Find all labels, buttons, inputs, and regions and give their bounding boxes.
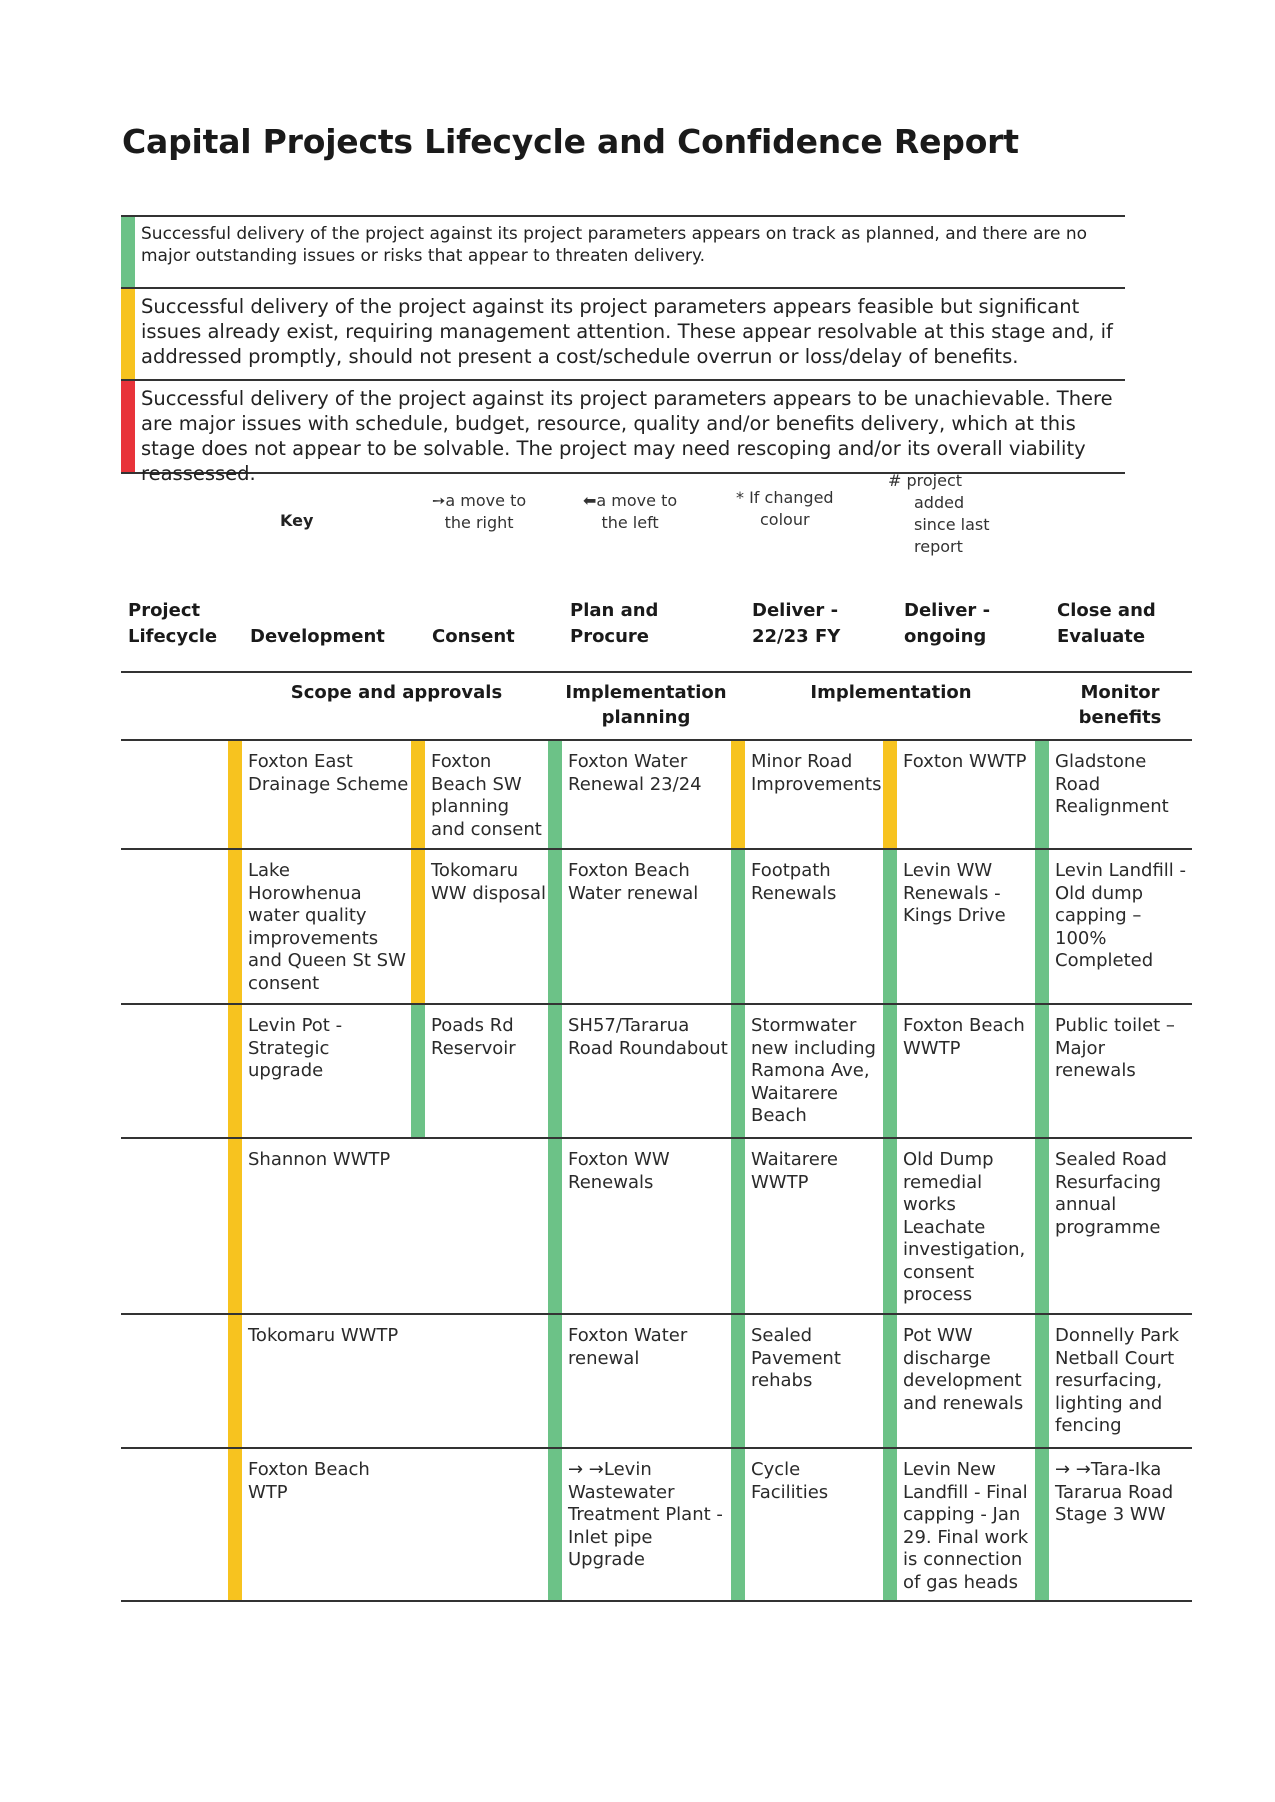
project-cell-deliver-ongoing: [883, 1139, 1035, 1313]
status-indicator: [731, 1449, 745, 1600]
project-cell-development: [228, 850, 411, 1003]
page-title: Capital Projects Lifecycle and Confidence Report: [122, 122, 1019, 161]
project-name: → →Levin Wastewater Treatment Plant - Inlet pipe Upgrade: [568, 1459, 723, 1570]
project-name: Pot WW discharge development and renewals: [903, 1325, 1024, 1414]
status-indicator: [228, 1315, 242, 1447]
key-added-line4: report: [914, 537, 963, 557]
key-added-line2: added: [914, 493, 965, 513]
key-project-added: [888, 470, 990, 558]
status-indicator: [1035, 850, 1049, 1003]
key-added-line3: since last: [914, 515, 990, 535]
project-name: Foxton WW Renewals: [568, 1149, 670, 1193]
project-name: Sealed Road Resurfacing annual programme: [1055, 1149, 1167, 1238]
header-plan-line2: Procure: [570, 626, 650, 648]
project-cell-close-and-evaluate: [1035, 1139, 1192, 1313]
table-row: [121, 1449, 1192, 1602]
project-name: Sealed Pavement rehabs: [751, 1325, 841, 1391]
project-cell-close-and-evaluate: [1035, 850, 1192, 1003]
status-indicator: [883, 1139, 897, 1313]
project-cell-consent: [411, 741, 548, 848]
header-close-and-evaluate: [1057, 598, 1156, 650]
project-name: Minor Road Improvements: [751, 751, 882, 795]
legend-text-amber: Successful delivery of the project against its project parameters appears feasible but significant issues already exist, requiring management attention. These appear resolvable at this stage and, if addressed promptly, should not present a cost/schedule overrun or loss/delay of benefits.: [141, 295, 1113, 368]
project-cell-deliver-fy: [731, 1449, 883, 1600]
header-deliver-fy: [752, 598, 840, 650]
status-indicator: [883, 850, 897, 1003]
header-deliver-ongoing: [904, 598, 990, 650]
key-move-right: [432, 490, 526, 535]
project-cell-development: [228, 741, 411, 848]
project-name: Foxton East Drainage Scheme: [248, 751, 409, 795]
project-name: Shannon WWTP: [248, 1149, 391, 1170]
header-consent: Consent: [432, 626, 515, 647]
key-changed-line1: * If changed: [736, 488, 834, 507]
subheader-monitor-line1: Monitor: [1080, 682, 1160, 703]
key-move-left-line1: ⬅a move to: [583, 491, 678, 510]
project-cell-deliver-fy: [731, 1315, 883, 1447]
project-name: Foxton WWTP: [903, 751, 1027, 772]
header-development: Development: [250, 626, 385, 647]
project-name: Tokomaru WWTP: [248, 1325, 399, 1346]
status-indicator: [548, 741, 562, 848]
project-name: SH57/Tararua Road Roundabout: [568, 1015, 728, 1059]
status-indicator: [548, 850, 562, 1003]
status-indicator: [731, 741, 745, 848]
project-name: Levin WW Renewals - Kings Drive: [903, 860, 1006, 926]
header-close-line1: Close and: [1057, 600, 1156, 621]
project-grid: [121, 741, 1192, 1602]
header-divider: [121, 671, 1192, 673]
header-plan-line1: Plan and: [570, 600, 659, 621]
green-indicator: [121, 217, 135, 287]
status-indicator: [883, 1005, 897, 1137]
legend-text-green: Successful delivery of the project against its project parameters appears on track as planned, and there are no major outstanding issues or risks that appear to threaten delivery.: [141, 224, 1088, 267]
project-cell-close-and-evaluate: [1035, 1315, 1192, 1447]
table-row: [121, 1005, 1192, 1139]
project-name: Tokomaru WW disposal: [431, 860, 546, 904]
project-cell-deliver-fy: [731, 1005, 883, 1137]
header-deliver-fy-line1: Deliver -: [752, 600, 839, 621]
status-indicator: [548, 1005, 562, 1137]
header-close-line2: Evaluate: [1057, 626, 1146, 648]
project-name: Waitarere WWTP: [751, 1149, 838, 1193]
header-deliver-ongoing-line1: Deliver -: [904, 600, 991, 621]
status-indicator: [731, 1005, 745, 1137]
key-move-left-line2: the left: [601, 513, 659, 533]
header-plan-and-procure: [570, 598, 658, 650]
legend-text-red: Successful delivery of the project against its project parameters appears to be unachievable. There are major issues with schedule, budget, resource, quality and/or benefits delivery, which at this stage does not appear to be solvable. The project may need rescoping and/or its overall viability reassessed.: [141, 387, 1113, 485]
status-indicator: [731, 850, 745, 1003]
key-changed-line2: colour: [760, 510, 810, 530]
status-indicator: [228, 1005, 242, 1137]
project-name: Footpath Renewals: [751, 860, 837, 904]
status-indicator: [548, 1449, 562, 1600]
project-cell-plan-and-procure: [548, 1449, 731, 1600]
status-indicator: [228, 1139, 242, 1313]
project-cell-deliver-fy: [731, 850, 883, 1003]
table-row: [121, 1315, 1192, 1449]
project-name: Foxton Beach WWTP: [903, 1015, 1025, 1059]
project-cell-deliver-fy: [731, 1139, 883, 1313]
project-cell-plan-and-procure: [548, 741, 731, 848]
subheader-monitor-line2: benefits: [1078, 707, 1162, 729]
project-cell-deliver-ongoing: [883, 741, 1035, 848]
project-name: Foxton Water Renewal 23/24: [568, 751, 702, 795]
project-cell-deliver-ongoing: [883, 850, 1035, 1003]
legend-row-red: [121, 379, 1125, 485]
project-cell-development: [228, 1139, 411, 1313]
project-cell-deliver-ongoing: [883, 1315, 1035, 1447]
project-name: Stormwater new including Ramona Ave, Waitarere Beach: [751, 1015, 876, 1126]
project-name: Levin Pot - Strategic upgrade: [248, 1015, 343, 1081]
subheader-monitor-benefits: [1048, 680, 1192, 730]
project-name: → →Tara-Ika Tararua Road Stage 3 WW: [1055, 1459, 1174, 1525]
table-row: [121, 741, 1192, 850]
key-changed-colour: [736, 487, 834, 532]
status-indicator: [883, 1315, 897, 1447]
project-cell-deliver-fy: [731, 741, 883, 848]
project-cell-close-and-evaluate: [1035, 1005, 1192, 1137]
project-cell-consent: [411, 1005, 548, 1137]
legend-row-green: [121, 215, 1125, 287]
header-deliver-fy-line2: 22/23 FY: [752, 626, 841, 648]
status-indicator: [228, 741, 242, 848]
project-cell-development: [228, 1449, 411, 1600]
status-indicator: [548, 1315, 562, 1447]
status-indicator: [411, 1005, 425, 1137]
status-indicator: [228, 1449, 242, 1600]
project-cell-development: [228, 1005, 411, 1137]
status-indicator: [883, 1449, 897, 1600]
status-indicator: [1035, 741, 1049, 848]
project-cell-consent: [411, 850, 548, 1003]
key-label: Key: [280, 511, 314, 530]
amber-indicator: [121, 289, 135, 379]
header-lifecycle-line2: Lifecycle: [128, 626, 218, 648]
status-indicator: [731, 1315, 745, 1447]
project-cell-plan-and-procure: [548, 1005, 731, 1137]
header-deliver-ongoing-line2: ongoing: [904, 626, 987, 648]
project-name: Old Dump remedial works Leachate investigation, consent process: [903, 1149, 1026, 1305]
project-name: Public toilet – Major renewals: [1055, 1015, 1175, 1081]
subheader-impl-planning-line2: planning: [601, 707, 691, 729]
status-indicator: [1035, 1315, 1049, 1447]
project-name: Foxton Beach SW planning and consent: [431, 751, 542, 840]
project-cell-plan-and-procure: [548, 1315, 731, 1447]
project-cell-close-and-evaluate: [1035, 1449, 1192, 1600]
subheader-impl-planning-line1: Implementation: [565, 682, 727, 703]
status-indicator: [1035, 1005, 1049, 1137]
status-indicator: [548, 1139, 562, 1313]
project-name: Donnelly Park Netball Court resurfacing, lighting and fencing: [1055, 1325, 1180, 1436]
project-name: Foxton Beach WTP: [248, 1459, 370, 1503]
key-move-left: [583, 490, 677, 535]
status-indicator: [731, 1139, 745, 1313]
key-added-line1: # project: [888, 471, 963, 490]
project-name: Foxton Water renewal: [568, 1325, 688, 1369]
subheader-implementation-planning: [560, 680, 732, 730]
table-row: [121, 1139, 1192, 1315]
header-project-lifecycle: [128, 598, 217, 650]
project-name: Poads Rd Reservoir: [431, 1015, 516, 1059]
subheader-scope-and-approvals: Scope and approvals: [290, 682, 503, 703]
legend-row-amber: [121, 287, 1125, 379]
project-name: Cycle Facilities: [751, 1459, 829, 1503]
status-indicator: [1035, 1139, 1049, 1313]
project-cell-development: [228, 1315, 411, 1447]
project-cell-plan-and-procure: [548, 1139, 731, 1313]
status-indicator: [228, 850, 242, 1003]
project-name: Levin New Landfill - Final capping - Jan 29. Final work is connection of gas heads: [903, 1459, 1029, 1593]
project-cell-deliver-ongoing: [883, 1005, 1035, 1137]
project-cell-plan-and-procure: [548, 850, 731, 1003]
subheader-implementation: Implementation: [810, 682, 972, 703]
project-name: Gladstone Road Realignment: [1055, 751, 1169, 817]
status-indicator: [883, 741, 897, 848]
status-indicator: [1035, 1449, 1049, 1600]
project-name: Foxton Beach Water renewal: [568, 860, 699, 904]
project-name: Lake Horowhenua water quality improvements and Queen St SW consent: [248, 860, 406, 994]
status-indicator: [411, 850, 425, 1003]
project-cell-close-and-evaluate: [1035, 741, 1192, 848]
key-move-right-line2: the right: [444, 513, 514, 533]
table-row: [121, 850, 1192, 1005]
key-move-right-line1: ➙a move to: [432, 491, 527, 510]
confidence-legend: [121, 215, 1125, 485]
project-name: Levin Landfill - Old dump capping – 100% Completed: [1055, 860, 1187, 971]
red-indicator: [121, 381, 135, 472]
header-lifecycle-line1: Project: [128, 600, 201, 621]
project-cell-deliver-ongoing: [883, 1449, 1035, 1600]
status-indicator: [411, 741, 425, 848]
